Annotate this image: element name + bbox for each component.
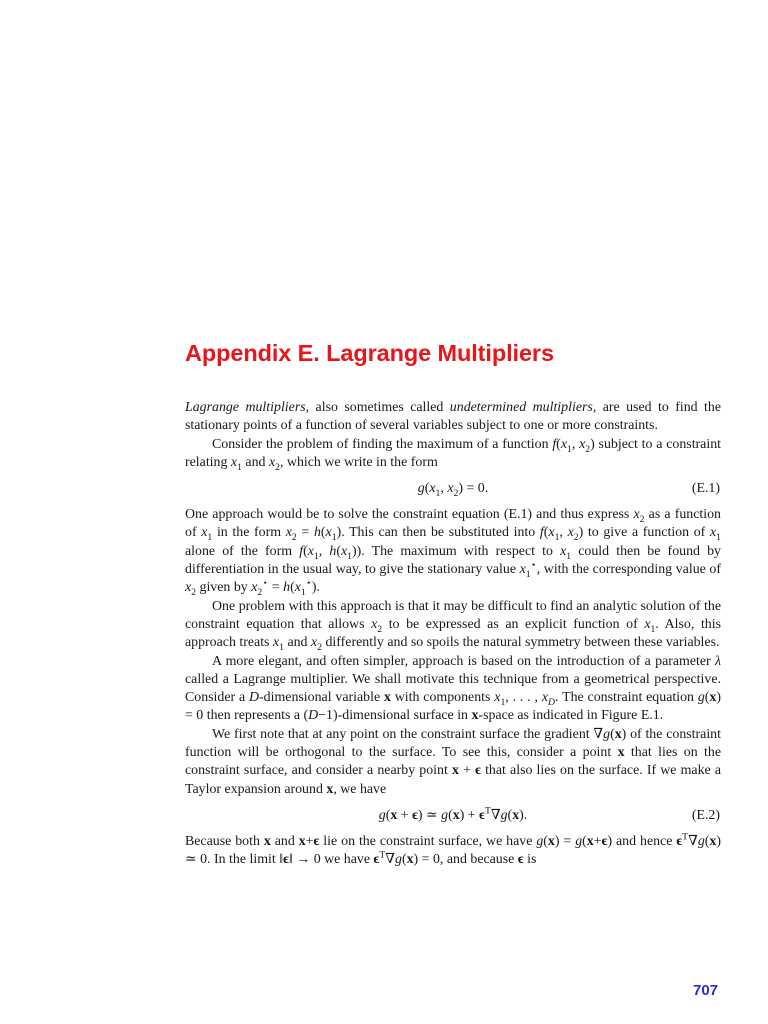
equation-label: (E.2)	[691, 807, 720, 823]
paragraph: A more elegant, and often simpler, approach is based on the introduction of a parameter λ called a Lagrange multiplier. We shall motivate this technique from a geometrical perspective. Consider a D-dimensional variable x with components $x_1$, . . . , $x_D$. The constraint equation g(x) = 0 then represents a (D−1)-dimensional surface in x-space as indicated in Figure E.1.	[185, 653, 721, 724]
paragraph: One problem with this approach is that it may be difficult to find an analytic solution of the constraint equation that allows $x_2$ to be expressed as an explicit function of $x_1$. Also, this approach treats $x_1$ and $x_2$ differently and so spoils the natural symmetry between these variables.	[185, 598, 722, 654]
equation-e2	[185, 799, 721, 833]
equation-content: g(x + ϵ) ≃ $g(x) + \epsilon^T\nabla g(x)$.	[378, 805, 528, 823]
equation-e1	[185, 472, 721, 506]
body-text	[185, 399, 721, 870]
equation-content: $g(x_1$, $x_2) = 0$.	[417, 481, 489, 499]
paragraph: One approach would be to solve the constraint equation (E.1) and thus express $x_2$ as a function of $x_1$ in the form $x_2 = h(x_1)$. This can then be substituted into $f(x_1$, $x_2$) to give a function of $x_1$ alone of the form $f(x_1$, $h(x_1)$). The maximum with respect to $x_1$ could then be found by differentiation in the usual way, to give the stationary value $x_1^⋆$, with the corresponding value of $x_2$ given by $x_2^⋆ = h(x_1^⋆)$.	[185, 507, 722, 599]
page	[185, 0, 721, 1024]
equation-label: (E.1)	[691, 481, 720, 497]
chapter-title: Appendix E. Lagrange Multipliers	[185, 340, 554, 366]
paragraph: Lagrange multipliers, also sometimes called undetermined multipliers, are used to find the stationary points of a function of several variables subject to one or more constraints.	[185, 400, 721, 434]
paragraph: We first note that at any point on the constraint surface the gradient ∇g(x) of the constraint function will be orthogonal to the surface. To see this, consider a point x that lies on the constraint surface, and consider a nearby point x + ϵ that also lies on the surface. If we make a Taylor expansion around x, we have	[185, 726, 721, 797]
paragraph: Because both x and x+ϵ lie on the constraint surface, we have g(x) = g(x+ϵ) and hence $\epsilon^T\nabla g(x)$ ≃ 0. In the limit ‖ϵ‖ → 0 we have $\epsilon^T\nabla g(x) = 0$, and because ϵ is	[185, 831, 721, 868]
page-number: 707	[693, 982, 719, 999]
paragraph: Consider the problem of finding the maximum of a function $f(x_1$, $x_2$) subject to a constraint relating $x_1$ and $x_2$, which we write in the form	[185, 436, 722, 473]
